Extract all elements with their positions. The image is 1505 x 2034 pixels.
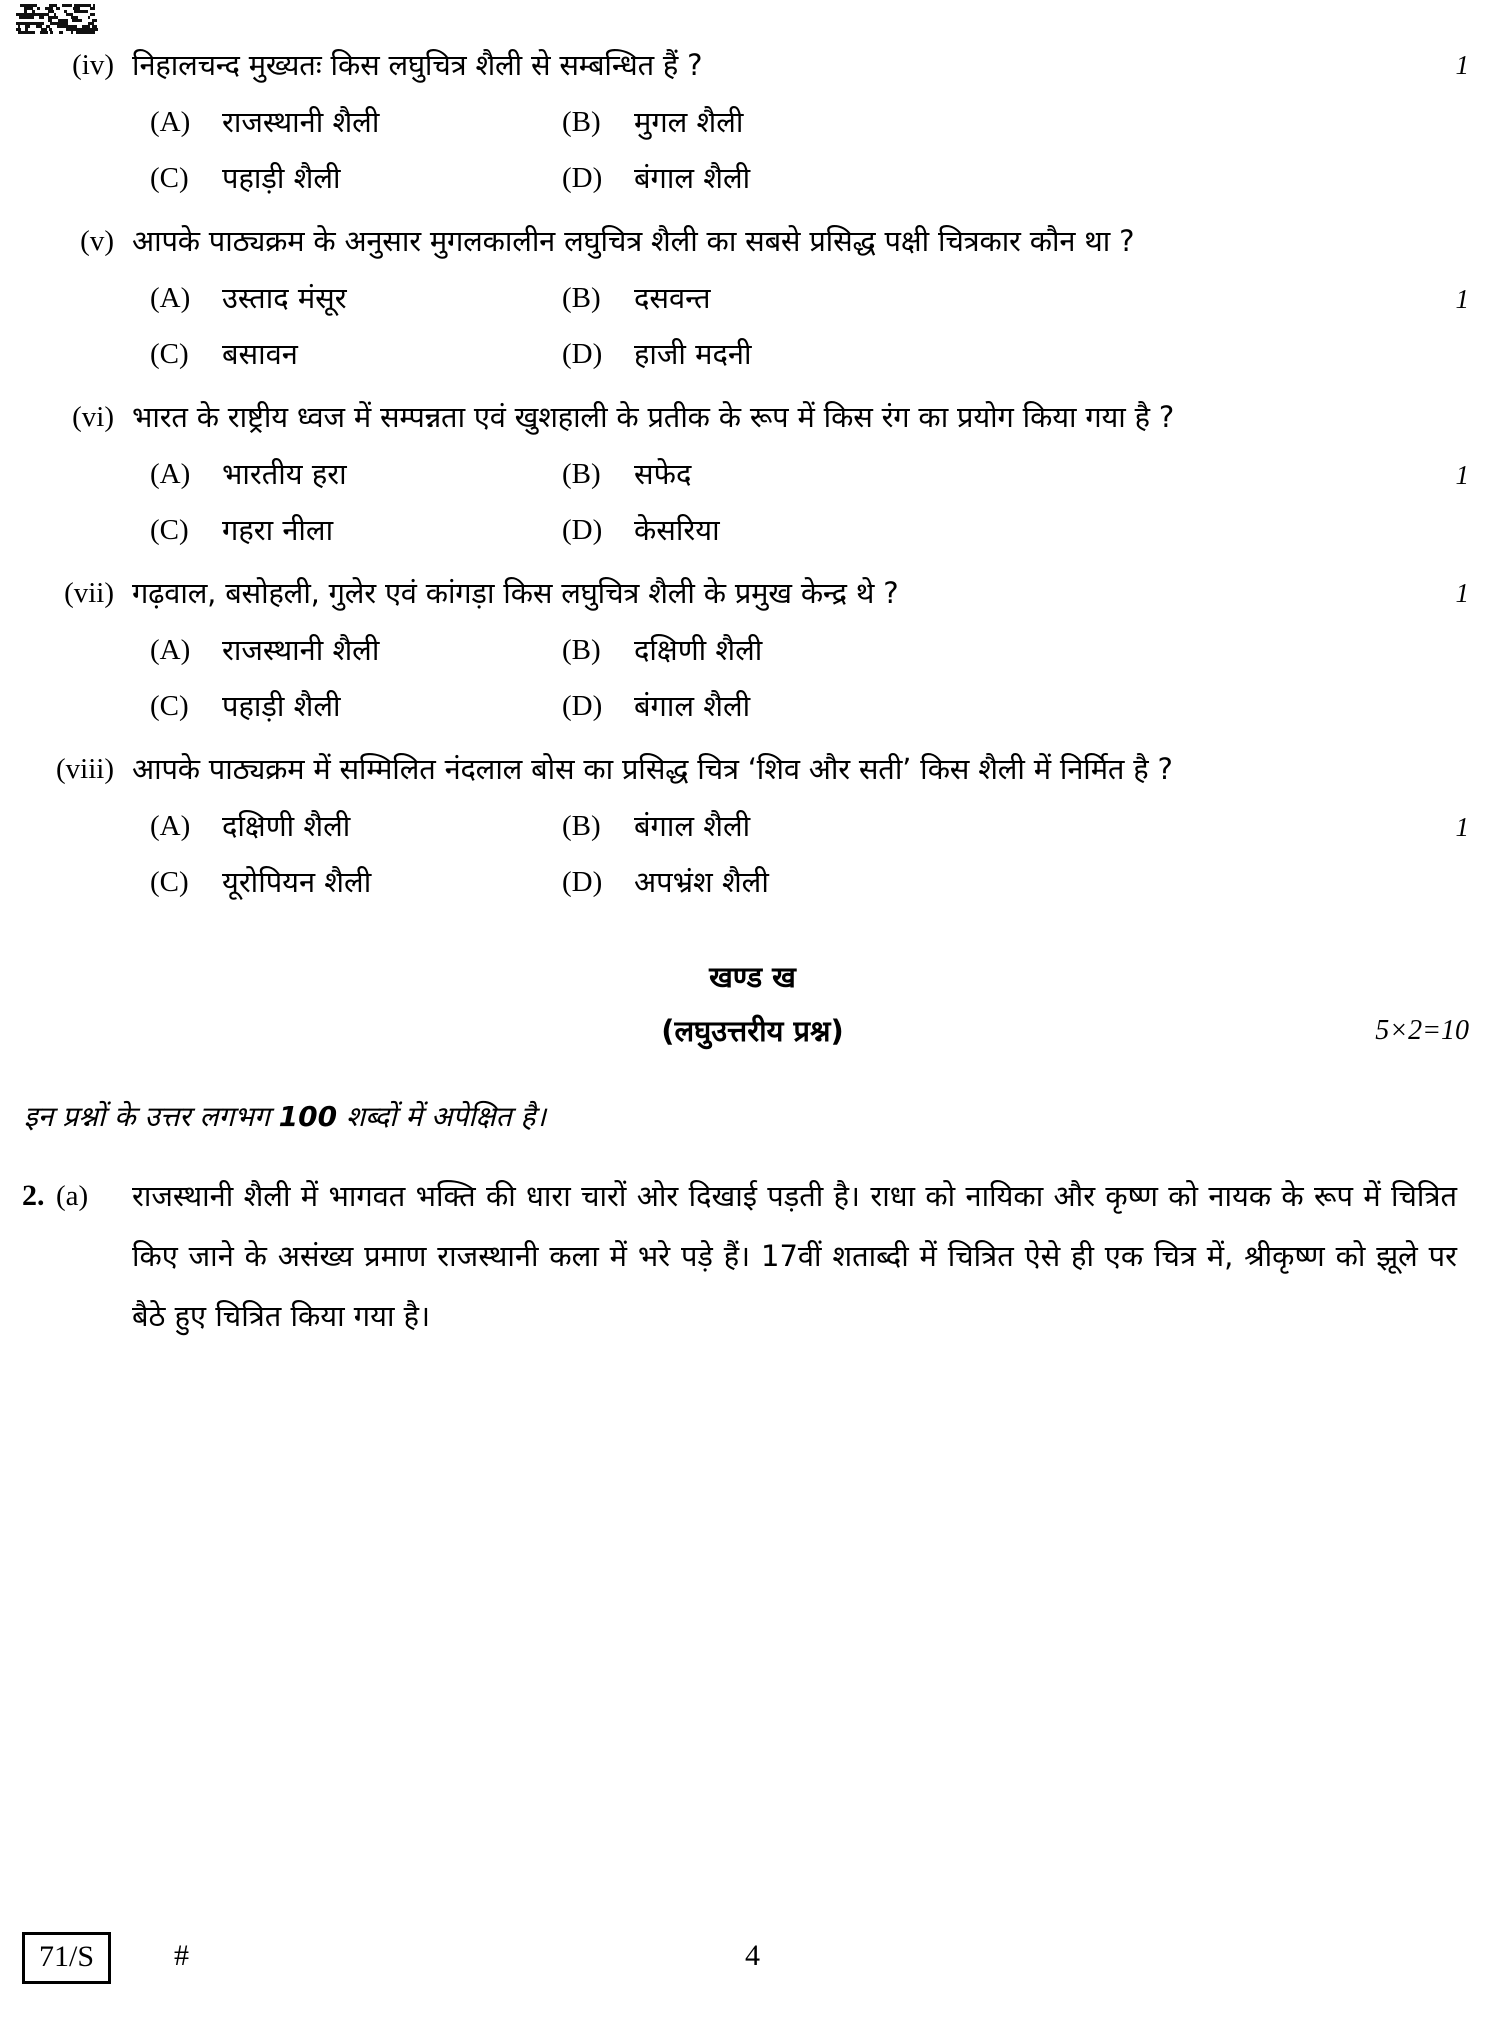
question-number: (v) xyxy=(80,225,114,257)
option-d[interactable] xyxy=(562,150,750,206)
option-label: (A) xyxy=(150,106,191,138)
question-text: आपके पाठ्यक्रम के अनुसार मुगलकालीन लघुचित्र शैली का सबसे प्रसिद्ध पक्षी चित्रकार कौन था ? xyxy=(132,224,1135,258)
option-c[interactable] xyxy=(150,326,562,382)
mcq-list xyxy=(22,36,1483,910)
option-row xyxy=(22,798,1483,854)
option-text: बंगाल शैली xyxy=(634,161,751,195)
question-marks: 1 xyxy=(1455,578,1469,608)
option-row xyxy=(22,854,1483,910)
option-text: बंगाल शैली xyxy=(634,689,751,723)
option-label: (A) xyxy=(150,634,191,666)
question-sub-label: (a) xyxy=(56,1180,89,1212)
paper-code-badge: 71/S xyxy=(22,1932,111,1984)
question-text: गढ़वाल, बसोहली, गुलेर एवं कांगड़ा किस लघुचित्र शैली के प्रमुख केन्द्र थे ? xyxy=(132,576,899,610)
option-label: (D) xyxy=(562,162,603,194)
instruction-text xyxy=(22,1090,1483,1144)
page-number: 4 xyxy=(745,1939,760,1972)
option-list xyxy=(22,270,1483,382)
question-text: आपके पाठ्यक्रम में सम्मिलित नंदलाल बोस का प्रसिद्ध चित्र ‘शिव और सती’ किस शैली में निर्मित है ? xyxy=(132,752,1173,786)
question-marks: 1 xyxy=(1455,50,1469,80)
question-number: (vi) xyxy=(72,401,114,433)
question-marks: 1 xyxy=(1455,284,1469,314)
option-label: (C) xyxy=(150,866,189,898)
option-row xyxy=(22,502,1483,558)
instruction-word-count: 100 xyxy=(278,1100,338,1133)
option-b[interactable] xyxy=(562,270,711,326)
question-row xyxy=(22,36,1483,94)
question-number: (viii) xyxy=(56,753,114,785)
option-list xyxy=(22,622,1483,734)
option-label: (D) xyxy=(562,338,603,370)
question-text: राजस्थानी शैली में भागवत भक्ति की धारा चारों ओर दिखाई पड़ती है। राधा को नायिका और कृष्ण को नायक के रूप में चित्रित किए जाने के असंख्य प्रमाण राजस्थानी कला में भरे पड़े हैं। 17वीं शताब्दी में चित्रित ऐसे ही एक चित्र में, श्रीकृष्ण को झूले पर बैठे हुए चित्रित किया गया है। xyxy=(132,1179,1457,1333)
option-text: दक्षिणी शैली xyxy=(222,809,351,843)
option-label: (D) xyxy=(562,866,603,898)
option-row xyxy=(22,150,1483,206)
option-text: अपभ्रंश शैली xyxy=(634,865,769,899)
option-label: (D) xyxy=(562,514,603,546)
question-marks: 1 xyxy=(1455,460,1469,490)
option-label: (A) xyxy=(150,458,191,490)
option-text: हाजी मदनी xyxy=(634,337,752,371)
option-d[interactable] xyxy=(562,326,752,382)
question-number: (vii) xyxy=(64,577,114,609)
option-text: मुगल शैली xyxy=(634,105,744,139)
option-text: बसावन xyxy=(222,337,298,371)
option-list xyxy=(22,94,1483,206)
page-footer xyxy=(0,1932,1505,1988)
option-text: पहाड़ी शैली xyxy=(222,689,341,723)
option-c[interactable] xyxy=(150,854,562,910)
option-c[interactable] xyxy=(150,502,562,558)
option-text: यूरोपियन शैली xyxy=(222,865,372,899)
question-block xyxy=(22,212,1483,382)
question-block xyxy=(22,36,1483,206)
option-b[interactable] xyxy=(562,798,750,854)
option-label: (B) xyxy=(562,106,601,138)
option-label: (B) xyxy=(562,634,601,666)
section-subtitle: (लघुउत्तरीय प्रश्न) xyxy=(661,1014,844,1048)
option-label: (B) xyxy=(562,282,601,314)
option-text: राजस्थानी शैली xyxy=(222,633,380,667)
question-block xyxy=(22,740,1483,910)
instruction-after: शब्दों में अपेक्षित है। xyxy=(337,1100,546,1133)
option-text: राजस्थानी शैली xyxy=(222,105,380,139)
option-b[interactable] xyxy=(562,446,691,502)
option-b[interactable] xyxy=(562,94,743,150)
question-text: भारत के राष्ट्रीय ध्वज में सम्पन्नता एवं खुशहाली के प्रतीक के रूप में किस रंग का प्रयोग किया गया है ? xyxy=(132,400,1175,434)
option-d[interactable] xyxy=(562,502,720,558)
question-block xyxy=(22,564,1483,734)
option-list xyxy=(22,446,1483,558)
option-label: (D) xyxy=(562,690,603,722)
section-heading xyxy=(22,950,1483,1064)
option-row xyxy=(22,622,1483,678)
option-a[interactable] xyxy=(150,798,562,854)
option-row xyxy=(22,270,1483,326)
option-text: दसवन्त xyxy=(634,281,711,315)
option-text: सफेद xyxy=(634,457,692,491)
option-a[interactable] xyxy=(150,94,562,150)
option-text: बंगाल शैली xyxy=(634,809,751,843)
question-block xyxy=(22,388,1483,558)
option-row xyxy=(22,678,1483,734)
option-text: उस्ताद मंसूर xyxy=(222,281,347,315)
option-label: (B) xyxy=(562,810,601,842)
option-label: (C) xyxy=(150,338,189,370)
option-a[interactable] xyxy=(150,446,562,502)
option-c[interactable] xyxy=(150,150,562,206)
section-marks: 5×2=10 xyxy=(1375,1015,1469,1046)
option-c[interactable] xyxy=(150,678,562,734)
long-answer-question xyxy=(22,1166,1483,1346)
option-d[interactable] xyxy=(562,678,750,734)
option-a[interactable] xyxy=(150,622,562,678)
question-row xyxy=(22,564,1483,622)
question-number: 2. xyxy=(22,1179,45,1212)
option-label: (B) xyxy=(562,458,601,490)
instruction-before: इन प्रश्नों के उत्तर लगभग xyxy=(24,1100,279,1133)
section-title: खण्ड ख xyxy=(709,960,796,994)
option-text: गहरा नीला xyxy=(222,513,334,547)
option-label: (C) xyxy=(150,162,189,194)
option-a[interactable] xyxy=(150,270,562,326)
option-label: (A) xyxy=(150,810,191,842)
option-label: (C) xyxy=(150,514,189,546)
option-row xyxy=(22,94,1483,150)
option-text: भारतीय हरा xyxy=(222,457,347,491)
option-row xyxy=(22,326,1483,382)
question-marks: 1 xyxy=(1455,812,1469,842)
hash-mark: # xyxy=(174,1939,189,1972)
question-text: निहालचन्द मुख्यतः किस लघुचित्र शैली से सम्बन्धित हैं ? xyxy=(132,48,703,82)
option-d[interactable] xyxy=(562,854,769,910)
option-text: पहाड़ी शैली xyxy=(222,161,341,195)
option-row xyxy=(22,446,1483,502)
option-text: दक्षिणी शैली xyxy=(634,633,763,667)
option-label: (A) xyxy=(150,282,191,314)
question-number: (iv) xyxy=(72,49,114,81)
option-b[interactable] xyxy=(562,622,762,678)
option-list xyxy=(22,798,1483,910)
option-text: केसरिया xyxy=(634,513,720,547)
option-label: (C) xyxy=(150,690,189,722)
